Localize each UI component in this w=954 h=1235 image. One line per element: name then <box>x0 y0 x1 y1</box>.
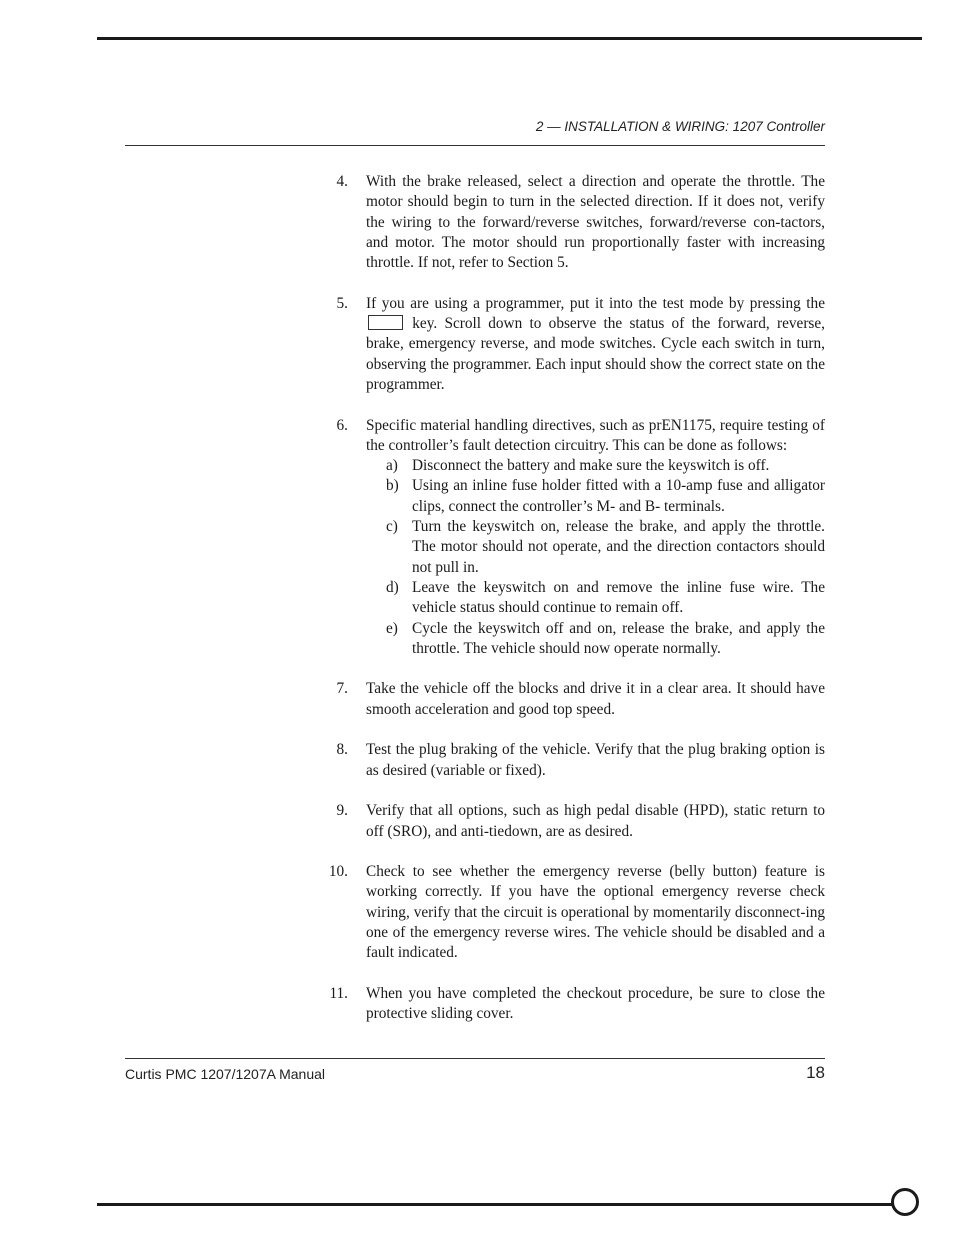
step-number: 10. <box>328 863 348 881</box>
step-text: Take the vehicle off the blocks and drive it in a clear area. It should have smooth acceleration and good top speed. <box>366 680 825 718</box>
step-number: 5. <box>336 294 348 312</box>
step-text-before-key: If you are using a programmer, put it into the test mode by pressing the <box>366 294 825 312</box>
step-number: 8. <box>336 741 348 759</box>
step-number: 9. <box>336 802 348 820</box>
step-8 <box>320 740 825 781</box>
step-number: 4. <box>336 173 348 190</box>
step-number: 11. <box>329 984 348 1002</box>
step-text-after-key: key. Scroll down to observe the status of the forward, reverse, brake, emergency reverse, and mode switches. Cycle each switch in turn, observing the programmer. Each input should show the correct state on the programmer. <box>366 315 825 393</box>
step-5 <box>320 294 825 395</box>
step-6 <box>320 416 825 660</box>
step-10 <box>320 862 825 963</box>
fault-test-substeps <box>366 456 825 659</box>
substep-letter: d) <box>386 578 399 596</box>
step-text: Check to see whether the emergency reverse (belly button) feature is working correctly. If you have the optional emergency reverse check wiring, verify that the circuit is operational by momentarily disconnect-ing one of the emergency reverse wires. The vehicle should be disabled and a fault indicated. <box>366 863 825 962</box>
substep-a <box>366 456 825 476</box>
step-text: Test the plug braking of the vehicle. Verify that the plug braking option is as desired (variable or fixed). <box>366 741 825 779</box>
substep-text: Turn the keyswitch on, release the brake, and apply the throttle. The motor should not operate, and the direction contactors should not pull in. <box>412 518 825 576</box>
top-rule <box>97 37 922 40</box>
programmer-key-icon <box>368 315 403 330</box>
circle-mark-icon <box>891 1188 919 1216</box>
step-number: 7. <box>336 680 348 698</box>
substep-letter: a) <box>386 457 398 475</box>
substep-e <box>366 619 825 660</box>
substep-text: Using an inline fuse holder fitted with a 10-amp fuse and alligator clips, connect the controller’s M- and B- terminals. <box>412 477 825 515</box>
step-number: 6. <box>336 416 348 434</box>
substep-letter: c) <box>386 518 398 536</box>
bottom-rule <box>97 1203 894 1206</box>
substep-c <box>366 517 825 578</box>
step-text <box>366 294 825 395</box>
footer-manual-title: Curtis PMC 1207/1207A Manual <box>125 1066 325 1082</box>
step-text: Specific material handling directives, such as prEN1175, require testing of the controller’s fault detection circuitry. This can be done as follows: <box>366 416 825 454</box>
substep-letter: b) <box>386 477 399 495</box>
substep-text: Leave the keyswitch on and remove the inline fuse wire. The vehicle status should continue to remain off. <box>412 578 825 617</box>
step-text: Verify that all options, such as high pedal disable (HPD), static return to off (SRO), and anti-tiedown, are as desired. <box>366 802 825 840</box>
checkout-steps <box>320 172 825 1045</box>
running-head: 2 — INSTALLATION & WIRING: 1207 Controller <box>535 119 825 134</box>
step-text: With the brake released, select a direction and operate the throttle. The motor should begin to turn in the selected direction. If it does not, verify the wiring to the forward/reverse switches, forward/reverse con-tactors, and motor. The motor should run proportionally faster with increasing throttle. If not, refer to Section 5. <box>366 173 825 272</box>
header-divider <box>125 145 825 146</box>
step-7 <box>320 679 825 720</box>
substep-text: Cycle the keyswitch off and on, release the brake, and apply the throttle. The vehicle should now operate normally. <box>412 619 825 657</box>
substep-b <box>366 476 825 517</box>
substep-d <box>366 578 825 619</box>
step-11 <box>320 984 825 1025</box>
step-text: When you have completed the checkout procedure, be sure to close the protective sliding cover. <box>366 984 825 1023</box>
step-9 <box>320 801 825 842</box>
page-number: 18 <box>806 1063 825 1082</box>
footer-divider <box>125 1058 825 1059</box>
substep-text: Disconnect the battery and make sure the keyswitch is off. <box>412 457 770 475</box>
substep-letter: e) <box>386 619 398 637</box>
step-4 <box>320 172 825 273</box>
